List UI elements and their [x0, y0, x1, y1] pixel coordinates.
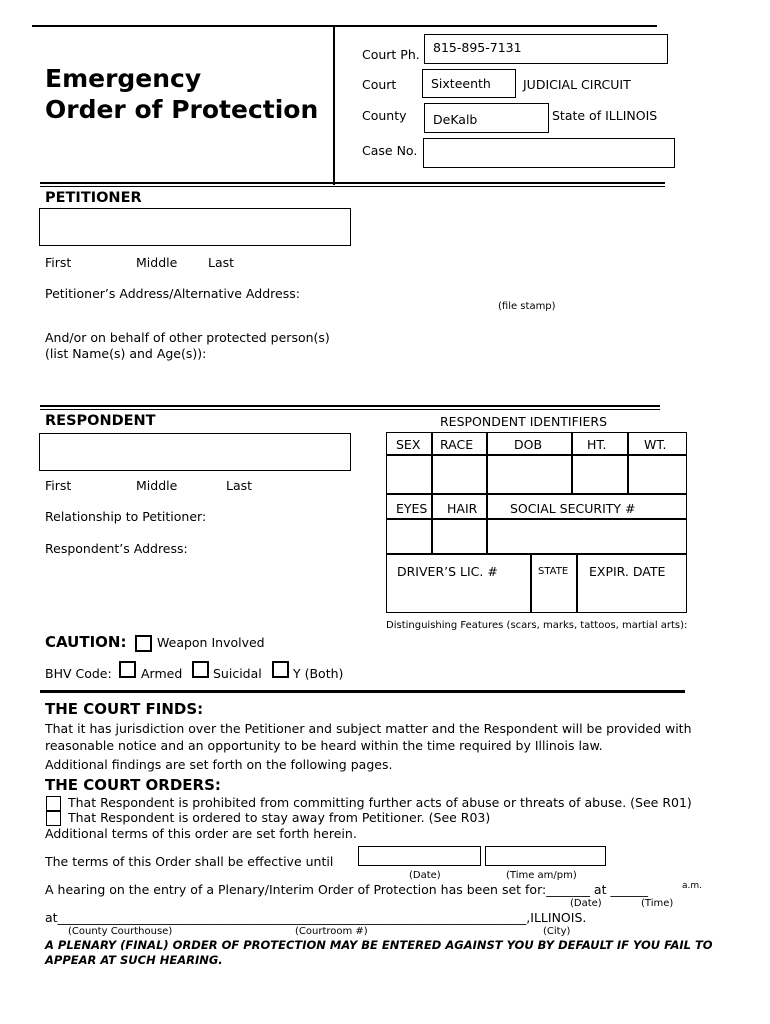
findings-text — [45, 720, 692, 773]
both-label: Y (Both) — [293, 666, 344, 681]
petitioner-name-field[interactable] — [39, 208, 351, 246]
expir-date-header: EXPIR. DATE — [589, 564, 666, 579]
court-finds-heading: THE COURT FINDS: — [45, 700, 204, 718]
hair-header: HAIR — [447, 501, 478, 516]
title-line-2: Order of Protection — [45, 95, 319, 124]
effective-time-field[interactable] — [485, 846, 606, 866]
findings-rule — [40, 690, 685, 693]
county-label: County — [362, 108, 407, 123]
ssn-header: SOCIAL SECURITY # — [510, 501, 636, 516]
city-caption: (City) — [543, 926, 571, 937]
header-top-rule — [32, 25, 657, 27]
petitioner-address-label: Petitioner’s Address/Alternative Address: — [45, 286, 300, 301]
relationship-label: Relationship to Petitioner: — [45, 509, 207, 524]
respondent-address-label: Respondent’s Address: — [45, 541, 188, 556]
respondent-first-caption: First — [45, 478, 72, 493]
state-header: STATE — [538, 566, 569, 577]
weapon-involved-label: Weapon Involved — [157, 635, 265, 650]
effective-date-field[interactable] — [358, 846, 481, 866]
suicidal-checkbox[interactable] — [192, 661, 209, 678]
am-caption: a.m. — [682, 881, 703, 891]
courthouse-caption: (County Courthouse) — [68, 926, 173, 937]
wt-header: WT. — [644, 437, 667, 452]
row3-divider-2 — [576, 554, 578, 613]
row1-divider-2 — [486, 432, 488, 494]
court-value: Sixteenth — [431, 76, 491, 91]
header-divider — [333, 25, 335, 185]
file-stamp-caption: (file stamp) — [498, 301, 556, 312]
dob-header: DOB — [514, 437, 543, 452]
effective-until-label: The terms of this Order shall be effective until — [45, 854, 334, 869]
race-header: RACE — [440, 437, 474, 452]
petitioner-last-caption: Last — [208, 255, 235, 270]
court-phone-field[interactable] — [424, 34, 668, 64]
armed-checkbox[interactable] — [119, 661, 136, 678]
judicial-circuit-label: JUDICIAL CIRCUIT — [523, 77, 631, 92]
findings-line-2: reasonable notice and an opportunity to be heard within the time required by Illinois law. — [45, 738, 603, 753]
courtroom-caption: (Courtroom #) — [295, 926, 368, 937]
hearing-date-caption: (Date) — [570, 898, 602, 909]
row1-divider-3 — [571, 432, 573, 494]
respondent-name-field[interactable] — [39, 433, 351, 471]
suicidal-label: Suicidal — [213, 666, 262, 681]
armed-label: Armed — [141, 666, 183, 681]
case-no-label: Case No. — [362, 143, 418, 158]
court-orders-heading: THE COURT ORDERS: — [45, 776, 221, 794]
distinguishing-features-label: Distinguishing Features (scars, marks, tattoos, martial arts): — [386, 620, 688, 631]
weapon-involved-checkbox[interactable] — [135, 635, 152, 652]
default-warning — [45, 938, 713, 968]
row1-divider-4 — [627, 432, 629, 494]
order-stay-away-checkbox[interactable] — [46, 811, 61, 826]
both-checkbox[interactable] — [272, 661, 289, 678]
warning-line-1: A PLENARY (FINAL) ORDER OF PROTECTION MAY BE ENTERED AGAINST YOU BY DEFAULT IF YOU FAIL TO — [45, 938, 713, 952]
identifiers-grid-row3 — [386, 554, 687, 613]
case-no-field[interactable] — [423, 138, 675, 168]
petitioner-heading: PETITIONER — [45, 190, 142, 206]
court-field[interactable] — [422, 69, 516, 98]
order-stay-away-text: That Respondent is ordered to stay away from Petitioner. (See R03) — [68, 810, 491, 825]
petitioner-first-caption: First — [45, 255, 72, 270]
hearing-location-line: at___________________________________________________________________________,ILLINOIS. — [45, 910, 587, 925]
petitioner-rule-top — [40, 182, 665, 184]
court-phone-label: Court Ph. — [362, 47, 420, 62]
county-value: DeKalb — [433, 112, 478, 127]
petitioner-rule-bottom — [40, 186, 665, 187]
ht-header: HT. — [587, 437, 607, 452]
order-abuse-checkbox[interactable] — [46, 796, 61, 811]
title-line-1: Emergency — [45, 64, 202, 93]
other-protected-persons-label — [45, 330, 330, 362]
county-field[interactable] — [424, 103, 549, 133]
eyes-header: EYES — [396, 501, 428, 516]
respondent-rule-top — [40, 405, 660, 407]
warning-line-2: APPEAR AT SUCH HEARING. — [45, 953, 223, 967]
respondent-middle-caption: Middle — [136, 478, 178, 493]
court-label: Court — [362, 77, 397, 92]
row3-divider-1 — [530, 554, 532, 613]
caution-label: CAUTION: — [45, 633, 127, 651]
additional-terms-text: Additional terms of this order are set forth herein. — [45, 826, 357, 841]
row2-divider-2 — [486, 494, 488, 554]
hearing-time-caption: (Time) — [641, 898, 674, 909]
findings-line-1: That it has jurisdiction over the Petitioner and subject matter and the Respondent will be provided with — [45, 721, 692, 736]
petitioner-middle-caption: Middle — [136, 255, 178, 270]
court-phone-value: 815-895-7131 — [433, 40, 522, 55]
sex-header: SEX — [396, 437, 421, 452]
others-line-2: (list Name(s) and Age(s)): — [45, 346, 207, 361]
state-label: State of ILLINOIS — [552, 108, 658, 123]
hearing-text: A hearing on the entry of a Plenary/Interim Order of Protection has been set for:_______ at ______ — [45, 882, 648, 897]
effective-time-caption: (Time am/pm) — [506, 870, 577, 881]
respondent-identifiers-heading: RESPONDENT IDENTIFIERS — [440, 414, 608, 429]
respondent-heading: RESPONDENT — [45, 413, 156, 429]
others-line-1: And/or on behalf of other protected person(s) — [45, 330, 330, 345]
page-title — [45, 63, 318, 125]
effective-date-caption: (Date) — [409, 870, 441, 881]
row1-divider-1 — [431, 432, 433, 494]
respondent-rule-bottom — [40, 409, 660, 410]
drivers-lic-header: DRIVER’S LIC. # — [397, 564, 498, 579]
row2-divider-1 — [431, 494, 433, 554]
respondent-last-caption: Last — [226, 478, 253, 493]
bhv-code-label: BHV Code: — [45, 666, 112, 681]
order-abuse-text: That Respondent is prohibited from committing further acts of abuse or threats of abuse. (See R01) — [68, 795, 692, 810]
findings-line-3: Additional findings are set forth on the following pages. — [45, 757, 393, 772]
